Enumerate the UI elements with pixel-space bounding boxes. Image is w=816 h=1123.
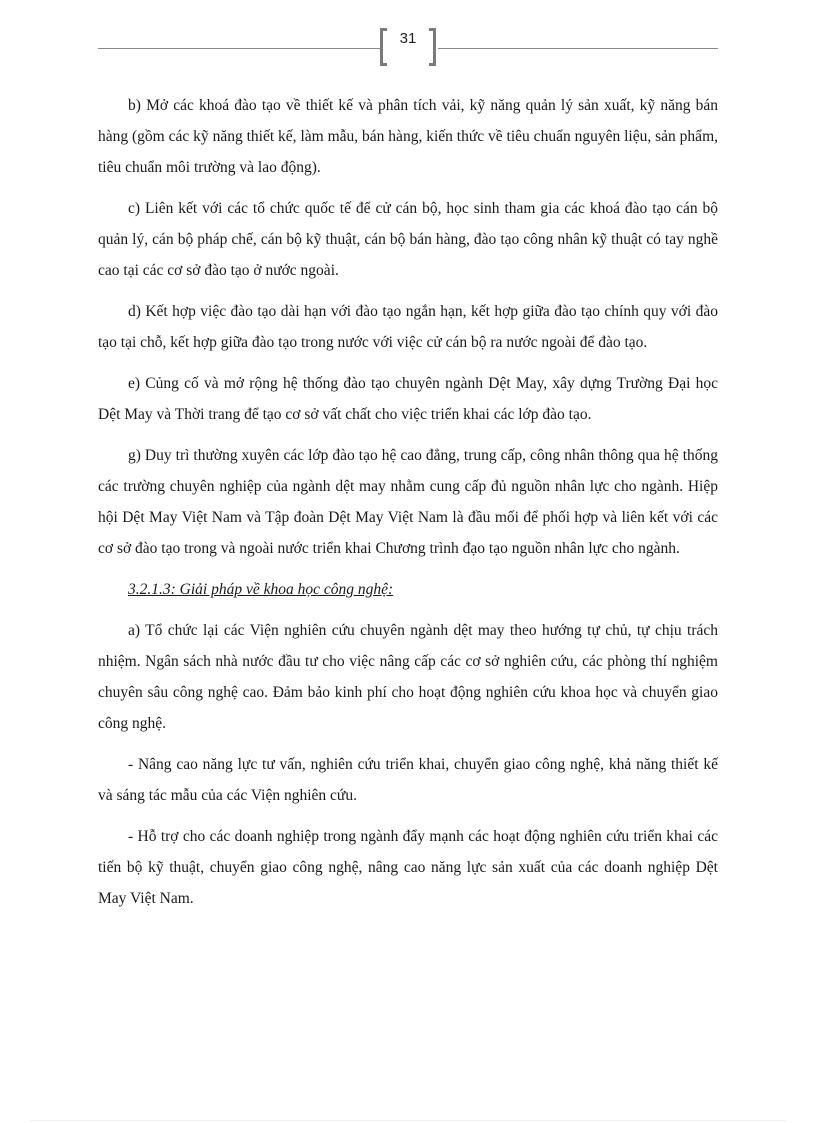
- paragraph-a-science: a) Tổ chức lại các Viện nghiên cứu chuyên ngành dệt may theo hướng tự chủ, tự chịu trách nhiệm. Ngân sách nhà nước đầu tư cho việc nâng cấp các cơ sở nghiên cứu, các phòng thí nghiệm chuyên sâu công nghệ cao. Đảm bảo kinh phí cho hoạt động nghiên cứu khoa học và chuyển giao công nghệ.: [98, 622, 718, 732]
- paragraph-g: g) Duy trì thường xuyên các lớp đào tạo hệ cao đẳng, trung cấp, công nhân thông qua hệ thống các trường chuyên nghiệp của ngành dệt may nhằm cung cấp đủ nguồn nhân lực cho ngành. Hiệp hội Dệt May Việt Nam và Tập đoàn Dệt May Việt Nam là đầu mối để phối hợp và liên kết với các cơ sở đào tạo trong và ngoài nước triển khai Chương trình đạo tạo nguồn nhân lực cho ngành.: [98, 447, 718, 557]
- paragraph-c: c) Liên kết với các tổ chức quốc tế để cử cán bộ, học sinh tham gia các khoá đào tạo cán bộ quản lý, cán bộ pháp chế, cán bộ kỹ thuật, cán bộ bán hàng, đào tạo công nhân kỹ thuật có tay nghề cao tại các cơ sở đào tạo ở nước ngoài.: [98, 200, 718, 279]
- header-rule-left: [98, 48, 380, 49]
- bullet-enterprise-support: - Hỗ trợ cho các doanh nghiệp trong ngành đẩy mạnh các hoạt động nghiên cứu triển khai các tiến bộ kỹ thuật, chuyển giao công nghệ, nâng cao năng lực sản xuất của các doanh nghiệp Dệt May Việt Nam.: [98, 828, 718, 907]
- bullet-consulting: - Nâng cao năng lực tư vấn, nghiên cứu triển khai, chuyển giao công nghệ, khả năng thiết kế và sáng tác mẫu của các Viện nghiên cứu.: [98, 756, 718, 804]
- paragraph-e: e) Củng cố và mở rộng hệ thống đào tạo chuyên ngành Dệt May, xây dựng Trường Đại học Dệt May và Thời trang để tạo cơ sở vất chất cho việc triển khai các lớp đào tạo.: [98, 375, 718, 423]
- paragraph-d: d) Kết hợp việc đào tạo dài hạn với đào tạo ngắn hạn, kết hợp giữa đào tạo chính quy với đào tạo tại chỗ, kết hợp giữa đào tạo trong nước với việc cử cán bộ ra nước ngoài để đào tạo.: [98, 303, 718, 351]
- header-rule-right: [438, 48, 718, 49]
- page-bottom-rule: [30, 1120, 786, 1121]
- left-bracket-icon: [380, 28, 387, 66]
- section-heading: 3.2.1.3: Giải pháp về khoa học công nghệ:: [128, 581, 394, 598]
- page-content: [98, 90, 718, 924]
- paragraph-b: b) Mở các khoá đào tạo về thiết kế và phân tích vải, kỹ năng quản lý sản xuất, kỹ năng bán hàng (gồm các kỹ năng thiết kế, làm mẫu, bán hàng, kiến thức về tiêu chuẩn nguyên liệu, sản phẩm, tiêu chuẩn môi trường và lao động).: [98, 97, 718, 176]
- right-bracket-icon: [429, 28, 436, 66]
- page-number: 31: [399, 30, 417, 47]
- page-header: [98, 28, 718, 70]
